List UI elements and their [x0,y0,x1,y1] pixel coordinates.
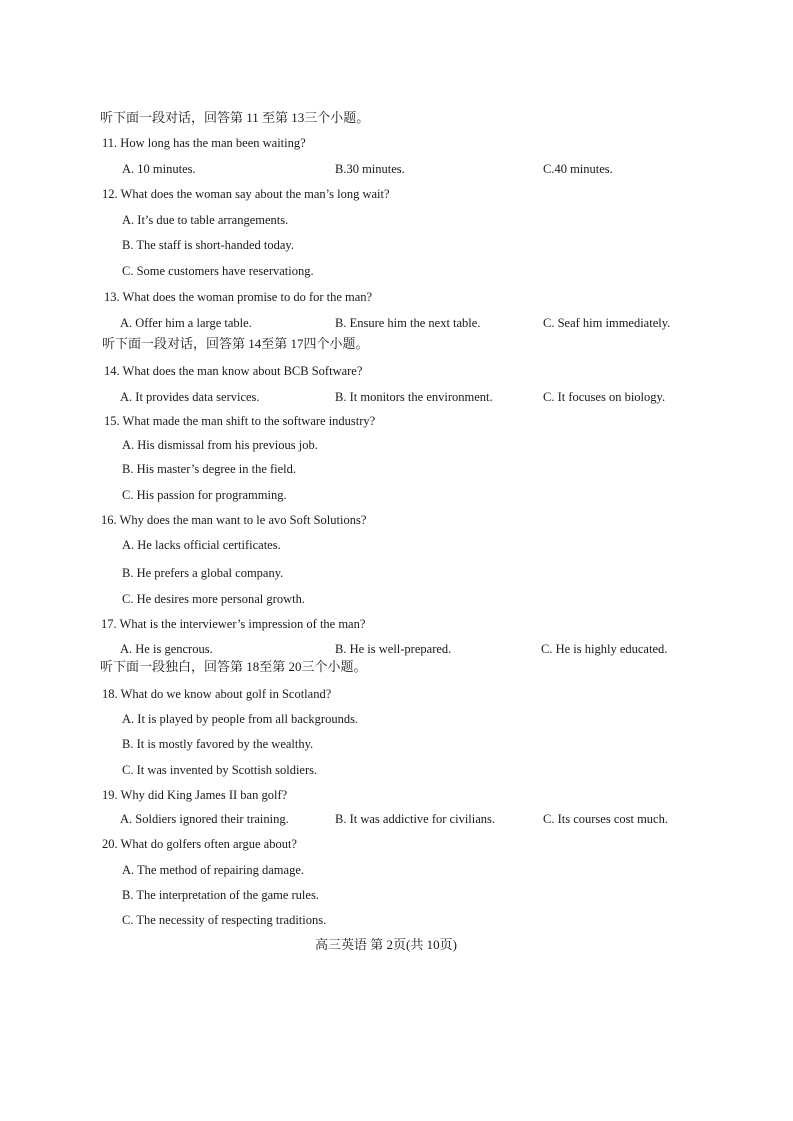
question-15: 15. What made the man shift to the software industry? [104,414,376,428]
q12-option-b: B. The staff is short-handed today. [122,238,294,252]
q12-option-c: C. Some customers have reservationg. [122,264,314,278]
q14-option-a: A. It provides data services. [120,390,260,404]
q20-option-a: A. The method of repairing damage. [122,863,305,877]
question-12: 12. What does the woman say about the man’s long wait? [102,187,390,201]
q15-option-a: A. His dismissal from his previous job. [122,438,318,452]
q18-option-c: C. It was invented by Scottish soldiers. [122,763,318,777]
q19-option-a: A. Soldiers ignored their training. [120,812,289,826]
q20-option-b: B. The interpretation of the game rules. [122,888,319,902]
q19-option-b: B. It was addictive for civilians. [335,812,496,826]
q20-option-c: C. The necessity of respecting traditions. [122,913,327,927]
q14-option-b: B. It monitors the environment. [335,390,493,404]
q11-option-c: C.40 minutes. [543,162,613,176]
section-heading-1: 听下面一段对话，回答第 11 至第 13三个小题。 [100,110,370,125]
q13-option-c: C. Seaf him immediately. [543,316,671,330]
q18-option-a: A. It is played by people from all backgrounds. [122,712,359,726]
question-19: 19. Why did King James II ban golf? [102,788,288,802]
q15-option-b: B. His master’s degree in the field. [122,462,297,476]
question-17: 17. What is the interviewer’s impression of the man? [101,617,366,631]
q18-option-b: B. It is mostly favored by the wealthy. [122,737,314,751]
q16-option-a: A. He lacks official certificates. [122,538,281,552]
q11-option-b: B.30 minutes. [335,162,405,176]
question-18: 18. What do we know about golf in Scotland? [102,687,332,701]
q17-option-b: B. He is well-prepared. [335,642,452,656]
q12-option-a: A. It’s due to table arrangements. [122,213,289,227]
q17-option-a: A. He is gencrous. [120,642,213,656]
q19-option-c: C. Its courses cost much. [543,812,668,826]
q13-option-b: B. Ensure him the next table. [335,316,481,330]
q14-option-c: C. It focuses on biology. [543,390,666,404]
page-footer: 高三英语 第 2页(共 10页) [315,937,457,952]
q15-option-c: C. His passion for programming. [122,488,287,502]
q11-option-a: A. 10 minutes. [122,162,196,176]
q16-option-b: B. He prefers a global company. [122,566,284,580]
question-14: 14. What does the man know about BCB Software? [104,364,363,378]
question-16: 16. Why does the man want to le avo Soft Solutions? [101,513,367,527]
q16-option-c: C. He desires more personal growth. [122,592,305,606]
question-11: 11. How long has the man been waiting? [102,136,306,150]
section-heading-3: 听下面一段独白，回答第 18至第 20三个小题。 [100,659,367,674]
question-20: 20. What do golfers often argue about? [102,837,297,851]
question-13: 13. What does the woman promise to do for the man? [104,290,373,304]
q17-option-c: C. He is highly educated. [541,642,668,656]
q13-option-a: A. Offer him a large table. [120,316,252,330]
section-heading-2: 听下面一段对话，回答第 14至第 17四个小题。 [102,336,369,351]
